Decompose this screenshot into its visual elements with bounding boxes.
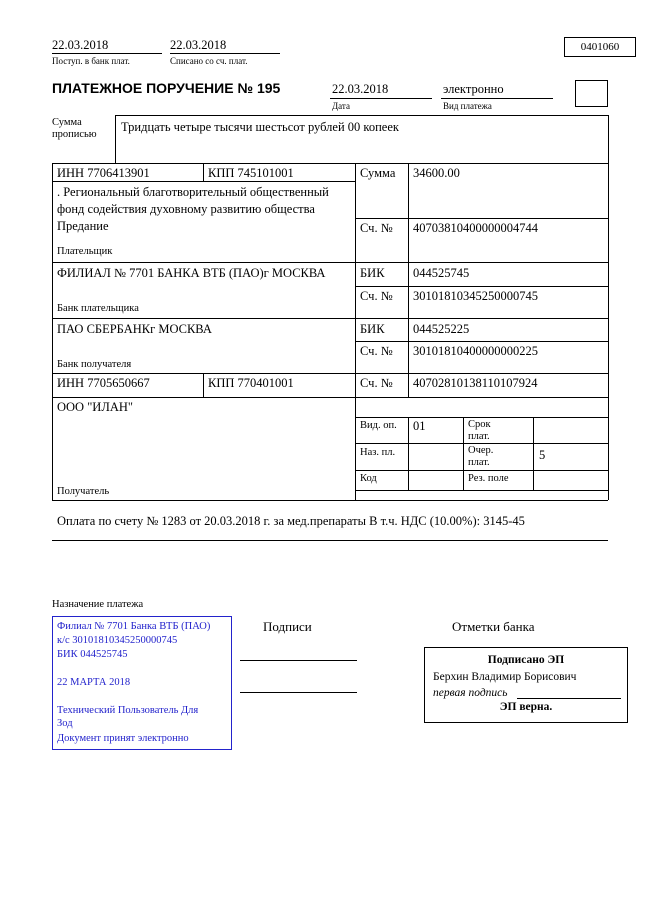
op-purpose-code-label: Наз. пл. [360, 447, 396, 458]
grid-line [52, 262, 608, 263]
bank-stamp-box [52, 616, 232, 750]
grid-line [533, 417, 534, 490]
stamp-date: 22 МАРТА 2018 [57, 677, 131, 688]
debited-date: 22.03.2018 [170, 38, 227, 52]
payee-account-label: Сч. № [360, 376, 393, 390]
received-date: 22.03.2018 [52, 38, 109, 52]
grid-line [52, 163, 608, 164]
stamp-user-line: Технический Пользователь Для [57, 705, 199, 716]
grid-line [52, 163, 53, 500]
document-date-underline [330, 98, 432, 99]
grid-line [355, 443, 608, 444]
amount-label: Сумма [360, 166, 396, 180]
payer-name-line: . Региональный благотворительный общественный [57, 185, 329, 199]
esign-valid: ЭП верна. [499, 701, 553, 713]
payment-kind-label: Вид платежа [443, 101, 492, 111]
purpose-text: Оплата по счету № 1283 от 20.03.2018 г. за мед.препараты В т.ч. НДС (10.00%): 3145-45 [57, 514, 525, 528]
grid-line [52, 373, 608, 374]
payee-account: 40702810138110107924 [413, 376, 538, 390]
payer-bank-bik: 044525745 [413, 266, 470, 280]
stamp-bank-line: БИК 044525745 [57, 649, 128, 660]
purpose-underline [52, 540, 608, 541]
esign-role: первая подпись [433, 687, 508, 699]
grid-line [355, 490, 608, 491]
op-type-label: Вид. оп. [360, 420, 397, 431]
op-reserve-label: Рез. поле [468, 473, 509, 484]
op-type-value: 01 [413, 419, 426, 433]
payment-type-box [575, 80, 608, 107]
payee-name: ООО "ИЛАН" [57, 400, 133, 414]
grid-line [355, 286, 608, 287]
grid-line [52, 181, 355, 182]
amount-value: 34600.00 [413, 166, 460, 180]
bank-marks-label: Отметки банка [452, 619, 535, 634]
payment-kind-underline [441, 98, 553, 99]
payer-bank-account: 30101810345250000745 [413, 289, 538, 303]
payer-account: 40703810400000004744 [413, 221, 538, 235]
payee-bank-name: ПАО СБЕРБАНКг МОСКВА [57, 322, 212, 336]
payer-bank-bik-label: БИК [360, 266, 385, 280]
grid-line [408, 417, 409, 490]
amount-words-value: Тридцать четыре тысячи шестьсот рублей 00 копеек [121, 120, 399, 134]
grid-line [115, 115, 116, 163]
received-date-underline [52, 53, 162, 54]
payer-bank-section-label: Банк плательщика [57, 303, 139, 314]
grid-line [203, 373, 204, 397]
op-priority-value: 5 [539, 448, 546, 462]
grid-line [52, 318, 608, 319]
payee-bank-account: 30101810400000000225 [413, 344, 538, 358]
signature-line [240, 692, 357, 693]
grid-line [355, 163, 356, 500]
signatures-label: Подписи [263, 619, 312, 634]
debited-date-underline [170, 53, 280, 54]
stamp-bank-line: Филиал № 7701 Банка ВТБ (ПАО) [57, 621, 211, 632]
document-date-label: Дата [332, 101, 350, 111]
esign-name: Берхин Владимир Борисович [433, 671, 577, 683]
payer-name-line: Предание [57, 219, 109, 233]
debited-date-label: Списано со сч. плат. [170, 56, 248, 66]
grid-line [608, 115, 609, 500]
grid-line [463, 417, 464, 490]
op-priority-label: Очер. плат. [468, 445, 494, 468]
amount-words-label: Сумма прописью [52, 117, 97, 140]
received-date-label: Поступ. в банк плат. [52, 56, 130, 66]
grid-line [355, 341, 608, 342]
payer-section-label: Плательщик [57, 246, 113, 257]
grid-line [355, 470, 608, 471]
stamp-bank-line: к/с 30101810345250000745 [57, 635, 178, 646]
document-date: 22.03.2018 [332, 82, 389, 96]
form-code-box: 0401060 [564, 37, 636, 57]
payer-inn: ИНН 7706413901 [57, 166, 150, 180]
payee-bank-section-label: Банк получателя [57, 359, 132, 370]
payer-account-label: Сч. № [360, 221, 393, 235]
payee-bank-account-label: Сч. № [360, 344, 393, 358]
payee-section-label: Получатель [57, 486, 110, 497]
signature-line [240, 660, 357, 661]
stamp-user-line: Зод [57, 718, 73, 729]
stamp-accepted: Документ принят электронно [57, 733, 189, 744]
op-code-label: Код [360, 473, 377, 484]
grid-line [408, 163, 409, 397]
payer-kpp: КПП 745101001 [208, 166, 294, 180]
grid-line [52, 397, 608, 398]
payment-kind: электронно [443, 82, 504, 96]
payee-bank-bik: 044525225 [413, 322, 470, 336]
payee-bank-bik-label: БИК [360, 322, 385, 336]
payer-bank-name: ФИЛИАЛ № 7701 БАНКА ВТБ (ПАО)г МОСКВА [57, 266, 326, 280]
esign-signed: Подписано ЭП [487, 654, 565, 666]
payee-kpp: КПП 770401001 [208, 376, 294, 390]
payee-inn: ИНН 7705650667 [57, 376, 150, 390]
grid-line [52, 500, 608, 501]
grid-line [355, 218, 608, 219]
esign-stamp-box [424, 647, 628, 723]
payer-name-line: фонд содействия духовному развитию общества [57, 202, 315, 216]
op-due-label: Срок плат. [468, 419, 491, 442]
payer-bank-account-label: Сч. № [360, 289, 393, 303]
grid-line [355, 417, 608, 418]
document-title: ПЛАТЕЖНОЕ ПОРУЧЕНИЕ № 195 [52, 80, 281, 96]
grid-line [115, 115, 609, 116]
grid-line [203, 163, 204, 181]
purpose-label: Назначение платежа [52, 599, 144, 610]
esign-role-underline [517, 698, 621, 699]
